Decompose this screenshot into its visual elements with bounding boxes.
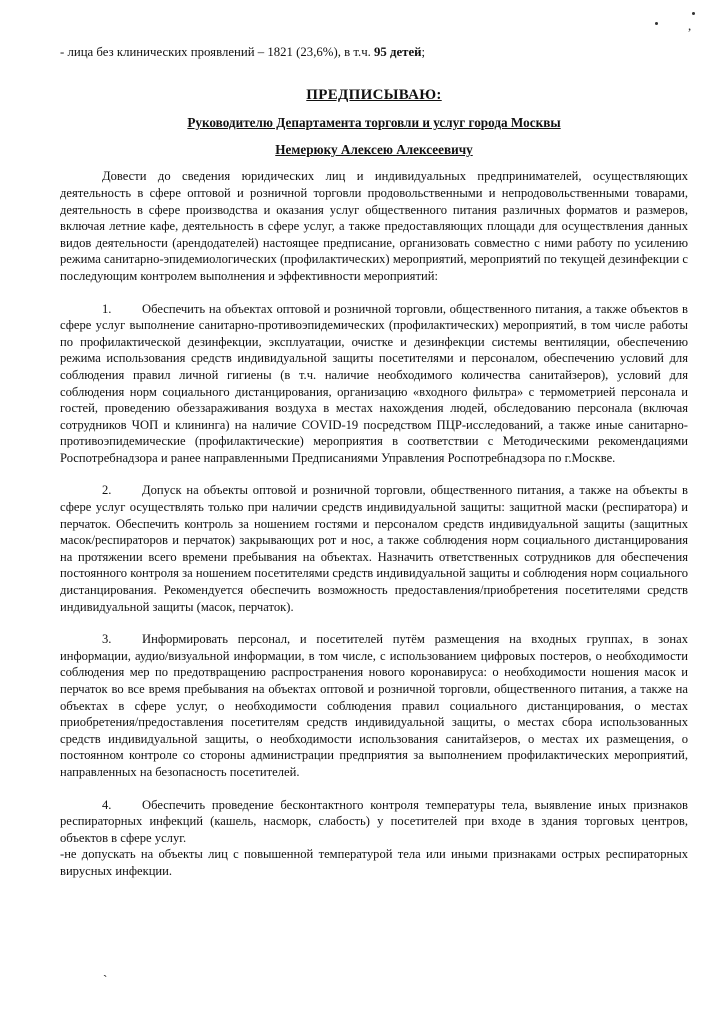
- addressee-position: Руководителю Департамента торговли и услуг города Москвы: [187, 115, 561, 131]
- addressee-name: Немерюку Алексею Алексеевичу: [275, 141, 473, 157]
- item-number: 2.: [102, 483, 112, 498]
- item-number: 1.: [102, 301, 112, 316]
- order-item-2: [60, 482, 688, 615]
- scan-speck: [655, 22, 658, 25]
- order-item-3: [60, 631, 688, 780]
- children-count: 95 детей: [374, 45, 422, 59]
- item-text: Допуск на объекты оптовой и розничной торговли, общественного питания, а также на объекты в сфере услуг осуществлять только при наличии средств индивидуальной защиты: защитной маски (респиратора) и перчаток. Обеспечить контроль за ношением гостями и персоналом средств индивидуальной защиты (защитных масок/респираторов и перчаток) закрывающих рот и нос, а также соблюдения норм социального дистанцирования на протяжении всего времени пребывания на объектах. Назначить ответственных сотрудников для обеспечения постоянного контроля за ношением посетителями средств индивидуальной защиты и соблюдения норм социального дистанцирования. Рекомендуется обеспечить возможность предоставления/приобретения посетителями средств индивидуальной защиты (масок, перчаток).: [60, 483, 688, 614]
- scan-mark: ,: [688, 18, 692, 33]
- intro-paragraph: Довести до сведения юридических лиц и индивидуальных предпринимателей, осуществляющих деятельность в сфере оптовой и розничной торговли продовольственными и непродовольственными товарами, деятельность в сфере производства и оказания услуг общественного питания различных форматов и размеров, включая летние кафе, деятельность в сфере услуг, а также предоставляющих площади для осуществления данных видов деятельности (арендодателей) настоящее предписание, организовать совместно с ними работу по усилению режима санитарно-эпидемиологических (профилактических) мероприятий, мероприятий по текущей дезинфекции с последующим контролем выполнения и эффективности мероприятий:: [60, 169, 688, 283]
- order-item-1: [60, 301, 688, 467]
- item-number: 4.: [102, 797, 112, 812]
- order-item-4: [60, 797, 688, 847]
- item-text: Обеспечить на объектах оптовой и розничной торговли, общественного питания, а также объектов в сфере услуг выполнение санитарно-противоэпидемических (профилактических) мероприятий, в том числе работы по профилактической дезинфекции, эксплуатации, очистке и дезинфекции системы вентиляции, обеспечению режима использования средств индивидуальной защиты посетителями и персоналом, обеспечению условий для соблюдения правил личной гигиены (в т.ч. наличие необходимого количества санитайзеров), условий для соблюдения норм социального дистанцирования, организацию «входного фильтра» с термометрией персонала и гостей, проведению обеззараживания воздуха в местах нахождения людей, обследованию персонала (включая сотрудников ЧОП и клининга) на наличие COVID-19 посредством ПЦР-исследований, а также иные санитарно-противоэпидемические (профилактические) мероприятия в соответствии с Методическими рекомендациями Роспотребнадзора и ранее направленными Предписаниями Управления Роспотребнадзора по г.Москве.: [60, 301, 688, 465]
- item-text: Информировать персонал, и посетителей путём размещения на входных группах, в зонах информации, аудио/визуальной информации, в том числе, с использованием цифровых постеров, о необходимости соблюдения мер по предотвращению распространения нового коронавируса: о необходимости ношения масок и перчаток во все время пребывания на объектах оптовой и розничной торговли, общественного питания, а также на объектах в сфере услуг, о необходимости соблюдения правил социального дистанцирования, о местах приобретения/предоставления посетителям средств индивидуальной защиты, о местах сбора использованных средств индивидуальной защиты, о необходимости использования санитайзеров, о местах их размещения, о постоянном контроле со стороны администрации предприятия за выполнением профилактических мероприятий, направленных на безопасность посетителей.: [60, 632, 688, 779]
- item-number: 3.: [102, 632, 112, 647]
- scan-mark: `: [103, 972, 108, 987]
- order-heading: ПРЕДПИСЫВАЮ:: [306, 86, 442, 103]
- statistics-line: - лица без клинических проявлений – 1821 (23,6%), в т.ч. 95 детей;: [60, 45, 426, 59]
- scan-speck: [692, 12, 695, 15]
- item-text: Обеспечить проведение бесконтактного контроля температуры тела, выявление иных признаков респираторных инфекций (кашель, насморк, слабость) у посетителей при входе в здания торговых центров, объектов в сфере услуг.: [60, 797, 688, 845]
- restriction-line: -не допускать на объекты лиц с повышенной температурой тела или иными признаками острых респираторных вирусных инфекции.: [60, 847, 688, 878]
